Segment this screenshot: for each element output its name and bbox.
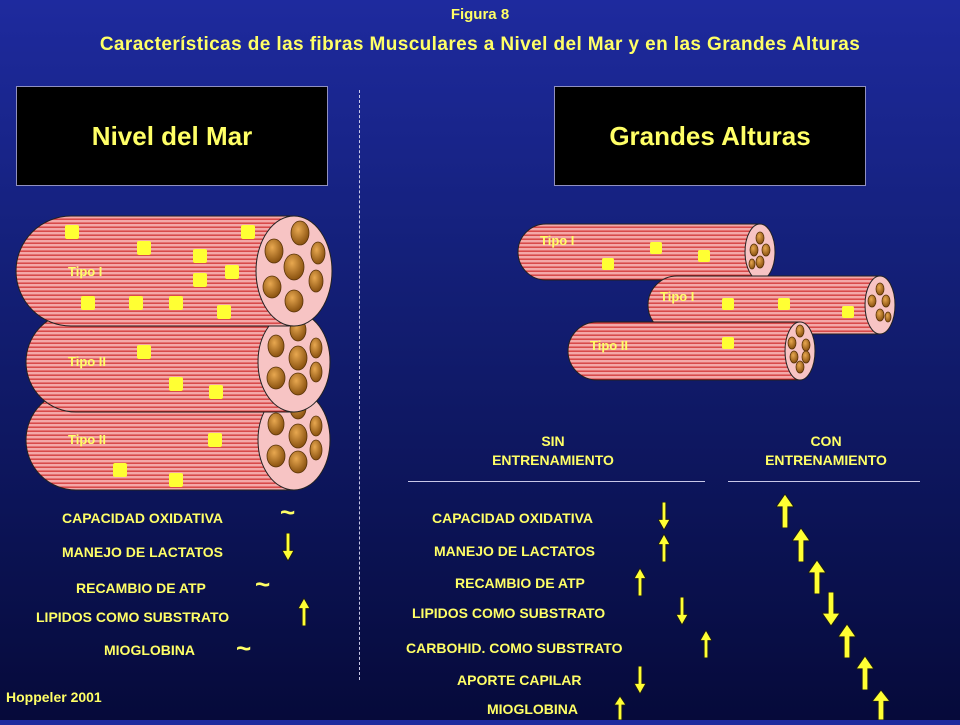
tilde-symbol: ~ — [280, 497, 296, 527]
alt-fiber-label-2: Tipo I — [660, 289, 695, 304]
fiber-alt-3-nucleus — [802, 339, 810, 351]
sea-trait-label: MANEJO DE LACTATOS — [62, 544, 224, 560]
fiber-sea-1-nucleus — [263, 276, 281, 298]
fiber-sea-1-mitochondrion — [169, 296, 183, 310]
fiber-sea-2-nucleus — [289, 373, 307, 395]
trend-arrow-wrap — [282, 533, 294, 566]
sea-fiber-label-1: Tipo I — [68, 264, 103, 279]
arrow-up-icon — [872, 690, 890, 720]
high-altitude-heading: Grandes Alturas — [609, 120, 811, 151]
arrow-up-icon — [700, 630, 712, 658]
fiber-sea-1-mitochondrion — [193, 249, 207, 263]
fiber-sea-1-nucleus — [291, 221, 309, 245]
fiber-alt-3-nucleus — [796, 325, 804, 337]
alt-trait-label: APORTE CAPILAR — [457, 672, 582, 688]
fiber-alt-3-nucleus — [802, 351, 810, 363]
arrow-up-icon — [614, 696, 626, 720]
alt-fiber-label-1: Tipo I — [540, 233, 575, 248]
page-title: Características de las fibras Musculares a Nivel del Mar y en las Grandes Alturas — [99, 34, 861, 55]
fiber-alt-3-nucleus — [788, 337, 796, 349]
tilde-symbol: ~ — [236, 633, 252, 663]
fiber-sea-2-mitochondrion — [169, 377, 183, 391]
alt-trait-label: RECAMBIO DE ATP — [455, 575, 585, 591]
fiber-sea-1-mitochondrion — [81, 296, 95, 310]
col-head-with: CON ENTRENAMIENTO — [765, 433, 887, 468]
fiber-sea-3-nucleus — [289, 451, 307, 473]
fiber-sea-3-mitochondrion — [113, 463, 127, 477]
fiber-sea-3-nucleus — [310, 440, 322, 460]
fiber-sea-1-mitochondrion — [129, 296, 143, 310]
fiber-sea-2-body — [26, 312, 294, 412]
fiber-sea-1-nucleus — [311, 242, 325, 264]
fiber-alt-1-mitochondrion — [698, 250, 710, 262]
fiber-sea-3-nucleus — [268, 413, 284, 435]
arrow-up-icon — [838, 624, 856, 658]
fiber-sea-1-mitochondrion — [193, 273, 207, 287]
col-head-without: SIN ENTRENAMIENTO — [492, 433, 614, 468]
with-training-arrow — [838, 624, 856, 663]
arrow-down-icon — [658, 502, 670, 530]
fiber-alt-1-mitochondrion — [650, 242, 662, 254]
source-citation: Hoppeler 2001 — [6, 689, 102, 705]
without-training-arrow — [614, 696, 626, 725]
fiber-sea-1-nucleus — [285, 290, 303, 312]
fiber-alt-2-nucleus — [882, 295, 890, 307]
alt-trait-label: LIPIDOS COMO SUBSTRATO — [412, 605, 606, 621]
alt-trait-label: CAPACIDAD OXIDATIVA — [432, 510, 593, 526]
tilde-symbol: ~ — [255, 569, 271, 599]
arrow-up-icon — [298, 598, 310, 626]
fiber-sea-2-mitochondrion — [137, 345, 151, 359]
without-training-arrow — [700, 630, 712, 663]
without-training-arrow — [634, 666, 646, 699]
sea-level-heading: Nivel del Mar — [91, 120, 253, 151]
sea-fiber-label-3: Tipo II — [68, 432, 107, 447]
arrow-up-icon — [808, 560, 826, 594]
fiber-sea-1-nucleus — [265, 239, 283, 263]
fiber-sea-2-nucleus — [289, 346, 307, 370]
arrow-down-icon — [676, 597, 688, 625]
fiber-sea-2-mitochondrion — [209, 385, 223, 399]
arrow-up-icon — [634, 568, 646, 596]
arrow-up-icon — [658, 534, 670, 562]
alt-trait-label: CARBOHID. COMO SUBSTRATO — [406, 640, 623, 656]
alt-trait-label: MIOGLOBINA — [487, 701, 578, 717]
fiber-sea-3-nucleus — [310, 416, 322, 436]
fiber-sea-1-nucleus — [284, 254, 304, 280]
figure-label: Figura 8 — [450, 6, 510, 23]
fiber-alt-1-nucleus — [749, 259, 755, 269]
sea-fiber-label-2: Tipo II — [68, 354, 107, 369]
arrow-up-icon — [776, 494, 794, 528]
sea-trait-label: RECAMBIO DE ATP — [76, 580, 206, 596]
arrow-down-icon — [282, 533, 294, 561]
without-training-arrow — [658, 502, 670, 535]
arrow-up-icon — [856, 656, 874, 690]
arrow-down-icon — [634, 666, 646, 694]
fiber-sea-1-nucleus — [309, 270, 323, 292]
fiber-alt-1-nucleus — [756, 256, 764, 268]
arrow-up-icon — [792, 528, 810, 562]
fiber-alt-2-mitochondrion — [778, 298, 790, 310]
alt-trait-label: MANEJO DE LACTATOS — [434, 543, 596, 559]
fiber-sea-1-mitochondrion — [225, 265, 239, 279]
fiber-alt-3-mitochondrion — [722, 337, 734, 349]
fiber-sea-2-nucleus — [310, 362, 322, 382]
arrow-down-icon — [822, 592, 840, 626]
fiber-sea-2-nucleus — [267, 367, 285, 389]
fiber-alt-2-nucleus — [885, 312, 891, 322]
sea-trait-label: CAPACIDAD OXIDATIVA — [62, 510, 223, 526]
fiber-sea-1-mitochondrion — [65, 225, 79, 239]
fiber-alt-1-nucleus — [756, 232, 764, 244]
fiber-sea-2-nucleus — [310, 338, 322, 358]
alt-fiber-label-3: Tipo II — [590, 338, 629, 353]
fiber-alt-2-mitochondrion — [722, 298, 734, 310]
fiber-alt-1-nucleus — [750, 244, 758, 256]
fiber-sea-1-mitochondrion — [241, 225, 255, 239]
fiber-alt-2-nucleus — [876, 283, 884, 295]
fiber-alt-2-nucleus — [876, 309, 884, 321]
sea-trait-label: LIPIDOS COMO SUBSTRATO — [36, 609, 230, 625]
sea-trait-label: MIOGLOBINA — [104, 642, 195, 658]
without-training-arrow — [634, 568, 646, 601]
fiber-sea-3-mitochondrion — [208, 433, 222, 447]
col-rule-with — [728, 481, 920, 482]
fiber-sea-1-mitochondrion — [137, 241, 151, 255]
fiber-alt-3-nucleus — [790, 351, 798, 363]
fiber-sea-3-nucleus — [289, 424, 307, 448]
without-training-arrow — [676, 597, 688, 630]
fiber-alt-2-mitochondrion — [842, 306, 854, 318]
fiber-alt-3-nucleus — [796, 361, 804, 373]
fiber-sea-3-mitochondrion — [169, 473, 183, 487]
fiber-alt-1-nucleus — [762, 244, 770, 256]
fiber-sea-1-mitochondrion — [217, 305, 231, 319]
col-rule-without — [408, 481, 705, 482]
fiber-alt-1-mitochondrion — [602, 258, 614, 270]
fiber-alt-2-nucleus — [868, 295, 876, 307]
fiber-sea-2-nucleus — [268, 335, 284, 357]
without-training-arrow — [658, 534, 670, 567]
fiber-sea-3-nucleus — [267, 445, 285, 467]
trend-arrow-wrap — [298, 598, 310, 631]
